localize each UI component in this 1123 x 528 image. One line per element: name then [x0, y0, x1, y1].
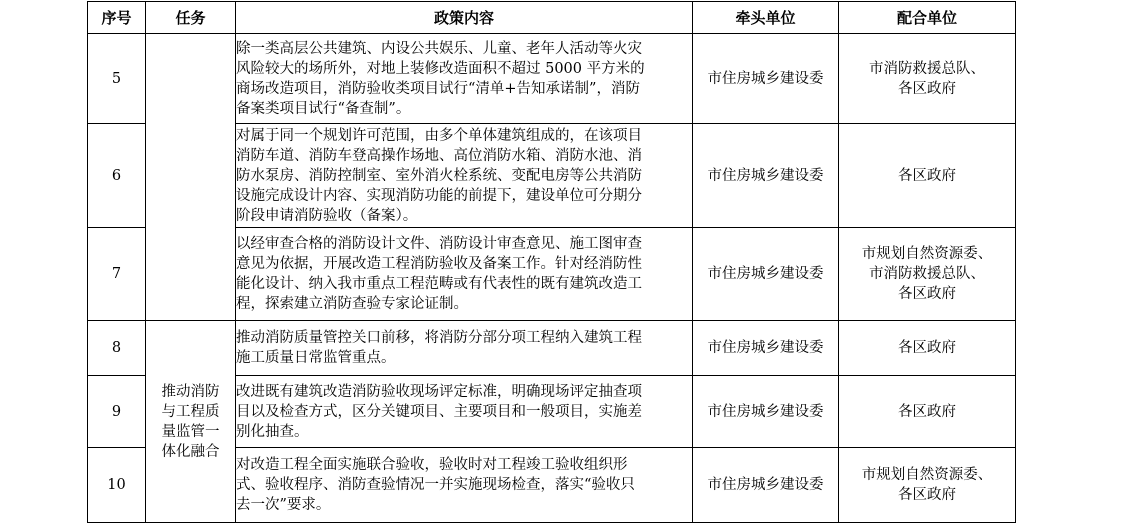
row-coop-unit — [839, 34, 1016, 124]
row-lead-unit: 市住房城乡建设委 — [693, 34, 839, 124]
content-line: 对改造工程全面实施联合验收，验收时对工程竣工验收组织形 — [236, 457, 628, 473]
row-lead-unit: 市住房城乡建设委 — [693, 124, 839, 228]
row-coop-unit — [839, 376, 1016, 448]
row-content — [236, 124, 693, 228]
content-line: 程，探索建立消防查验专家论证制。 — [236, 296, 468, 312]
header-task: 任务 — [146, 2, 236, 34]
content-line: 风险较大的场所外，对地上装修改造面积不超过 5000 平方米的 — [236, 60, 645, 77]
row-num: 5 — [88, 34, 146, 124]
row-lead-unit: 市住房城乡建设委 — [693, 321, 839, 376]
header-num: 序号 — [88, 2, 146, 34]
content-line: 备案类项目试行“备查制”。 — [236, 100, 411, 117]
content-line: 施工质量日常监管重点。 — [236, 350, 396, 366]
coop-line: 各区政府 — [898, 340, 956, 356]
row-num: 8 — [88, 321, 146, 376]
task-cell — [146, 321, 236, 523]
content-line: 消防车道、消防车登高操作场地、高位消防水箱、消防水池、消 — [236, 147, 642, 164]
coop-line: 各区政府 — [898, 80, 956, 97]
policy-table — [87, 1, 1016, 523]
row-content — [236, 34, 693, 124]
coop-line: 各区政府 — [898, 167, 956, 184]
content-line: 意见为依据，开展改造工程消防验收及备案工作。针对经消防性 — [236, 256, 642, 272]
header-row — [88, 2, 1016, 34]
coop-line: 市消防救援总队、 — [869, 60, 985, 77]
content-line: 改进既有建筑改造消防验收现场评定标准，明确现场评定抽查项 — [236, 383, 642, 400]
content-line: 商场改造项目，消防验收类项目试行“清单+告知承诺制”，消防 — [236, 80, 640, 97]
row-num: 10 — [88, 448, 146, 523]
row-coop-unit — [839, 321, 1016, 376]
content-line: 以经审查合格的消防设计文件、消防设计审查意见、施工图审查 — [236, 236, 642, 252]
task-line: 与工程质 — [161, 403, 220, 420]
content-line: 防水泵房、消防控制室、室外消火栓系统、变配电房等公共消防 — [236, 167, 642, 184]
task-line: 推动消防 — [161, 383, 220, 400]
row-num: 6 — [88, 124, 146, 228]
coop-line: 市规划自然资源委、 — [861, 246, 993, 262]
content-line: 对属于同一个规划许可范围，由多个单体建筑组成的，在该项目 — [236, 127, 642, 144]
task-line: 量监管一 — [161, 423, 220, 440]
content-line: 推动消防质量管控关口前移，将消防分部分项工程纳入建筑工程 — [236, 330, 642, 346]
row-coop-unit — [839, 228, 1016, 321]
content-line: 式、验收程序、消防查验情况一并实施现场检查，落实“验收只 — [236, 477, 635, 493]
coop-line: 各区政府 — [898, 286, 956, 302]
coop-line: 市消防救援总队、 — [869, 266, 985, 282]
table-row — [88, 34, 1016, 124]
content-line: 去一次”要求。 — [236, 497, 331, 513]
row-coop-unit — [839, 448, 1016, 523]
coop-line: 各区政府 — [898, 487, 956, 503]
content-line: 设施完成设计内容、实现消防功能的前提下，建设单位可分期分 — [236, 187, 642, 204]
coop-line: 市规划自然资源委、 — [861, 467, 993, 483]
content-line: 目以及检查方式，区分关键项目、主要项目和一般项目，实施差 — [236, 403, 642, 420]
header-content: 政策内容 — [236, 2, 693, 34]
row-content — [236, 321, 693, 376]
content-line: 能化设计、纳入我市重点工程范畴或有代表性的既有建筑改造工 — [236, 276, 642, 292]
row-content — [236, 448, 693, 523]
row-coop-unit — [839, 124, 1016, 228]
content-line: 阶段申请消防验收（备案）。 — [236, 207, 418, 224]
header-lead: 牵头单位 — [693, 2, 839, 34]
row-num: 7 — [88, 228, 146, 321]
content-line: 除一类高层公共建筑、内设公共娱乐、儿童、老年人活动等火灾 — [236, 40, 642, 57]
table-row — [88, 321, 1016, 376]
coop-line: 各区政府 — [898, 403, 956, 420]
row-lead-unit: 市住房城乡建设委 — [693, 448, 839, 523]
row-lead-unit: 市住房城乡建设委 — [693, 228, 839, 321]
content-line: 别化抽查。 — [236, 423, 309, 440]
row-lead-unit: 市住房城乡建设委 — [693, 376, 839, 448]
row-content — [236, 228, 693, 321]
header-coop: 配合单位 — [839, 2, 1016, 34]
task-cell-empty — [146, 34, 236, 321]
task-line: 体化融合 — [161, 443, 220, 460]
row-num: 9 — [88, 376, 146, 448]
row-content — [236, 376, 693, 448]
